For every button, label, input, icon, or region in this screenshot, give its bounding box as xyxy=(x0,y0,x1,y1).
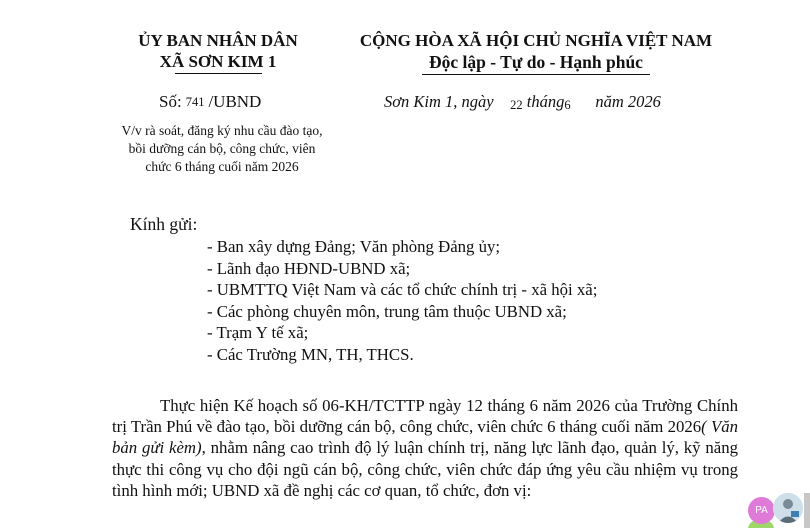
place-and-date xyxy=(384,92,661,112)
body-text-part1: Thực hiện Kế hoạch số 06-KH/TCTTP ngày 12 tháng 6 năm 2026 của Trường Chính trị Trần Phú về đào tạo, bồi dưỡng cán bộ, công chức, viên chức 6 tháng cuối năm 2026 xyxy=(112,396,738,437)
body-text-part2: , nhằm nâng cao trình độ lý luận chính trị, năng lực lãnh đạo, quản lý, kỹ năng thực thi công vụ cho đội ngũ cán bộ, công chức, viên chức đáp ứng yêu cầu nhiệm vụ trong tình hình mới; UBND xã đề nghị các cơ quan, tổ chức, đơn vị: xyxy=(112,438,738,500)
motto-underline xyxy=(422,74,650,75)
issuing-authority: ỦY BAN NHÂN DÂN xyxy=(138,31,298,50)
recipient-item: - Lãnh đạo HĐND-UBND xã; xyxy=(207,258,411,278)
recipients-label: Kính gửi: xyxy=(130,214,198,234)
issuing-unit: XÃ SƠN KIM 1 xyxy=(159,52,277,71)
document-number-prefix: Số: xyxy=(159,92,182,111)
recipient-item: - UBMTTQ Việt Nam và các tổ chức chính trị - xã hội xã; xyxy=(207,280,598,300)
recipient-item: - Trạm Y tế xã; xyxy=(207,323,309,343)
recipient-item: - Ban xây dựng Đảng; Văn phòng Đảng ủy; xyxy=(207,237,501,256)
date-year: năm 2026 xyxy=(595,92,661,111)
document-number xyxy=(159,92,261,112)
date-month: 6 xyxy=(564,98,571,112)
body-paragraph xyxy=(112,395,738,501)
side-panel-edge[interactable] xyxy=(804,493,810,528)
document-number-value: 741 xyxy=(185,95,205,109)
national-title: CỘNG HÒA XÃ HỘI CHỦ NGHĨA VIỆT NAM xyxy=(359,31,713,50)
date-day: 22 xyxy=(510,98,523,112)
document-subject: V/v rà soát, đăng ký nhu cầu đào tạo, bồi dưỡng cán bộ, công chức, viên chức 6 tháng cuối năm 2026 xyxy=(121,123,323,174)
recipient-item: - Các phòng chuyên môn, trung tâm thuộc UBND xã; xyxy=(207,301,567,321)
month-label: tháng xyxy=(526,92,565,111)
issuing-unit-underline xyxy=(175,73,262,74)
recipients-list xyxy=(207,236,597,366)
place-text: Sơn Kim 1, ngày xyxy=(384,92,494,111)
pa-avatar-button[interactable]: PA xyxy=(748,497,775,524)
attachment-note: ( Văn bản gửi kèm) xyxy=(112,417,738,458)
user-avatar[interactable] xyxy=(773,493,803,523)
national-motto: Độc lập - Tự do - Hạnh phúc xyxy=(429,52,643,72)
recipient-item: - Các Trường MN, TH, THCS. xyxy=(207,344,414,364)
avatar-picture-icon xyxy=(773,493,803,523)
document-number-suffix: /UBND xyxy=(208,92,262,111)
